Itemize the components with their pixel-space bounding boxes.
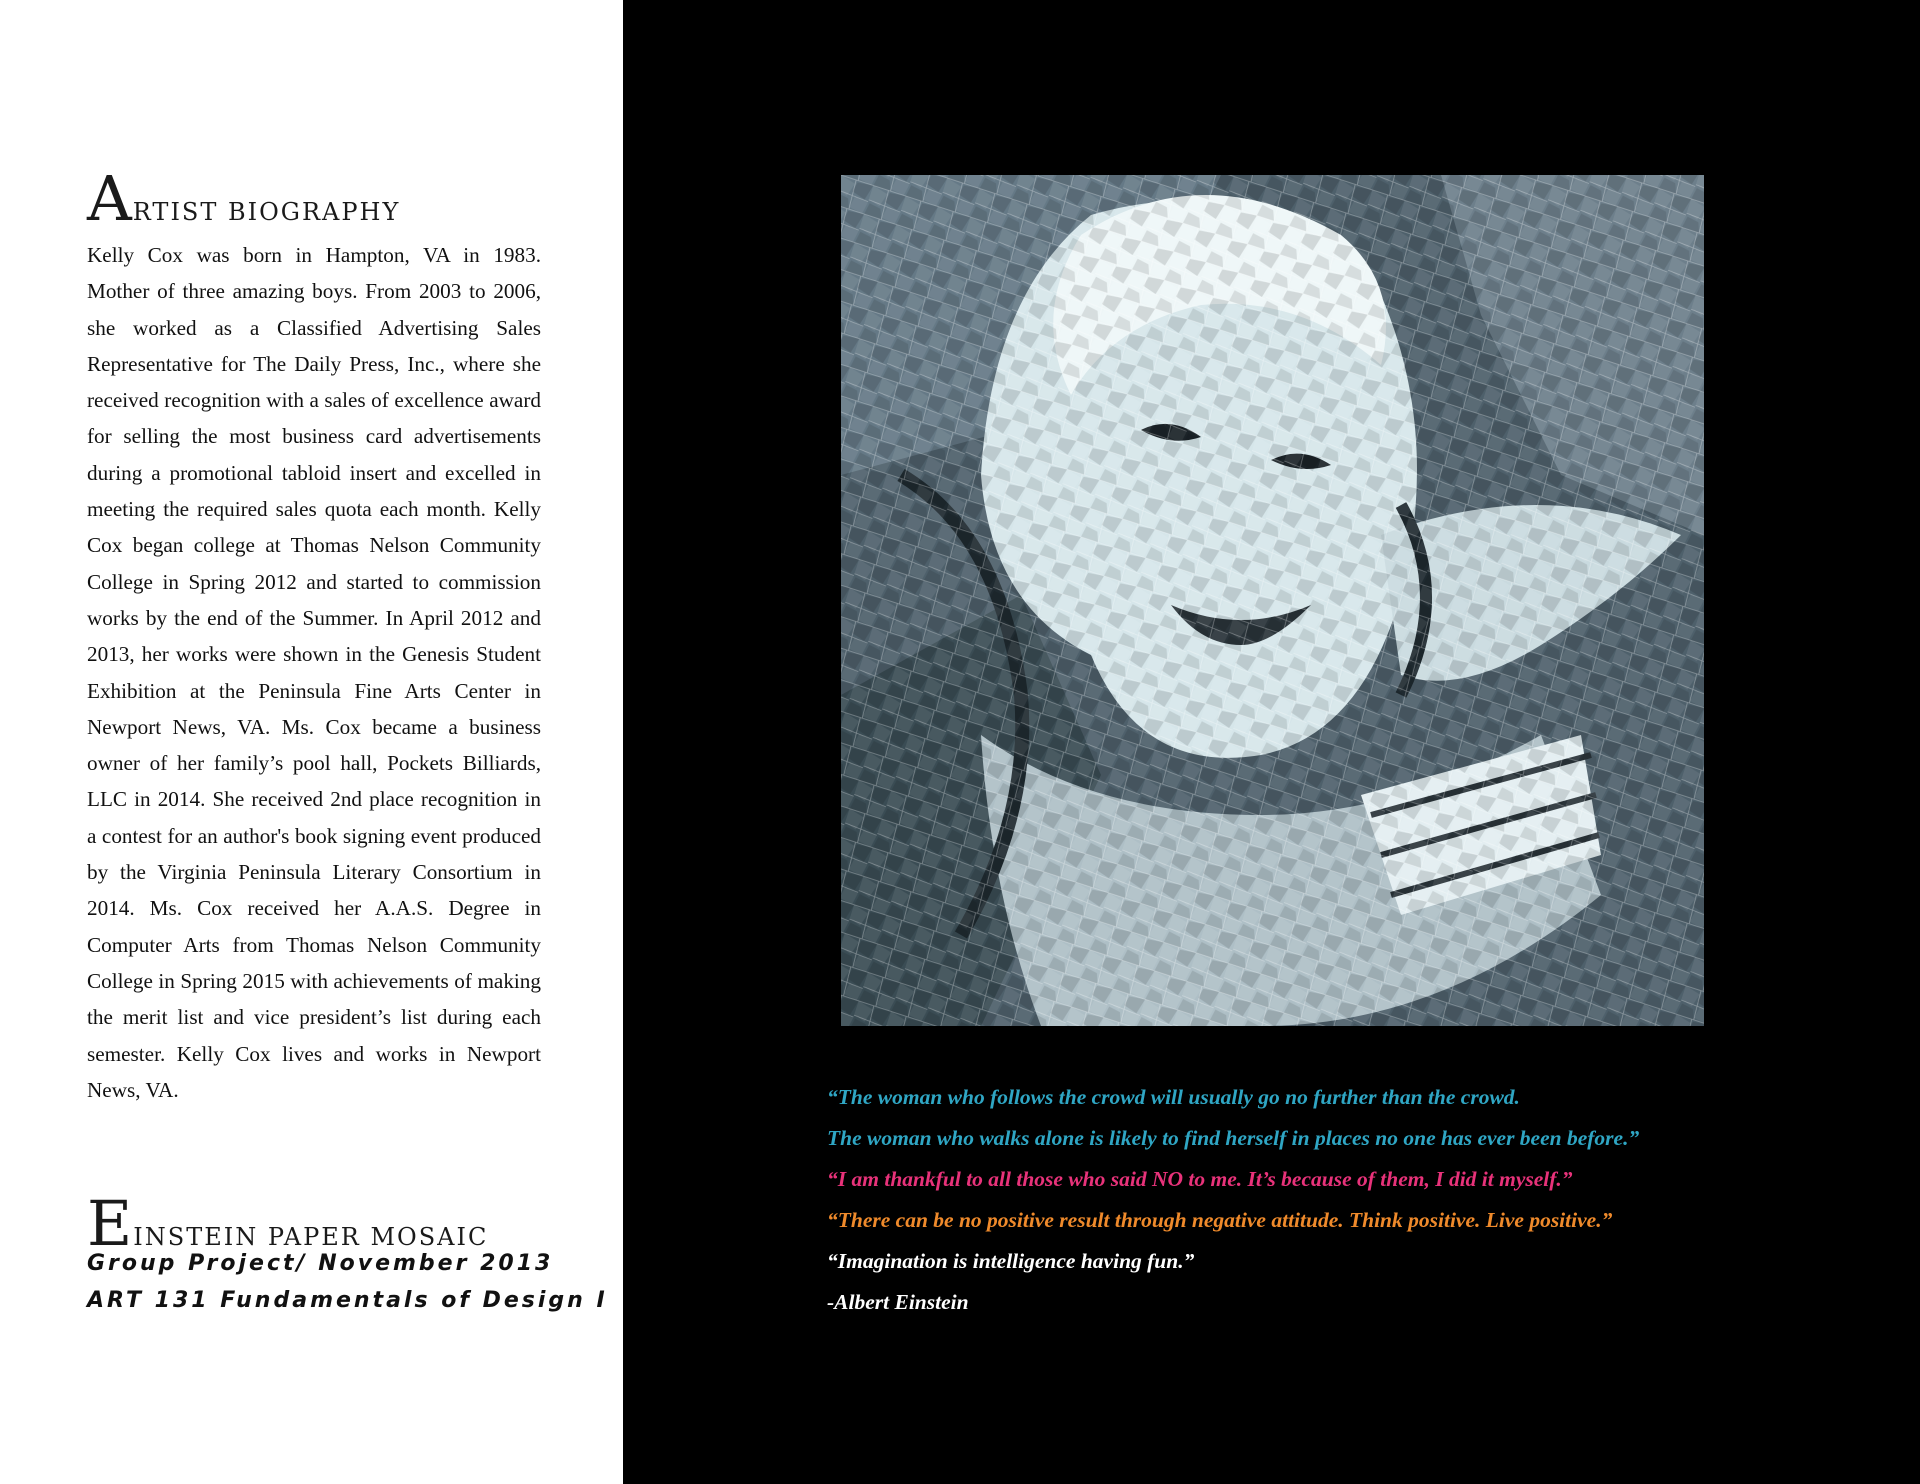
biography-text: Kelly Cox was born in Hampton, VA in 1983. Mother of three amazing boys. From 2003 to 2006, she worked as a Classified Advertising Sales Representative for The Daily Press, Inc., where she received recognition with a sales of excellence award for selling the most business card advertisements during a promotional tabloid insert and excelled in meeting the required sales quota each month. Kelly Cox began college at Thomas Nelson Community College in Spring 2012 and started to commission works by the end of the Summer. In April 2012 and 2013, her works were shown in the Genesis Student Exhibition at the Peninsula Fine Arts Center in Newport News, VA. Ms. Cox became a business owner of her family’s pool hall, Pockets Billiards, LLC in 2014. She received 2nd place recognition in a contest for an author's book signing event produced by the Virginia Peninsula Literary Consortium in 2014. Ms. Cox received her A.A.S. Degree in Computer Arts from Thomas Nelson Community College in Spring 2015 with achievements of making the merit list and vice president’s list during each semester. Kelly Cox lives and works in Newport News, VA. xyxy=(87,243,541,1102)
quote-2: The woman who walks alone is likely to find herself in places no one has ever been before.” xyxy=(827,1126,1640,1150)
einstein-mosaic-artwork xyxy=(841,175,1704,1026)
project-date: Group Project/ November 2013 xyxy=(87,1251,554,1276)
project-title-rest: INSTEIN PAPER MOSAIC xyxy=(133,1223,489,1251)
heading-rest: RTIST BIOGRAPHY xyxy=(132,198,401,226)
project-title xyxy=(87,1187,489,1260)
project-title-initial: E xyxy=(87,1187,134,1260)
artist-biography-heading xyxy=(87,162,401,235)
quote-1: “The woman who follows the crowd will usually go no further than the crowd. xyxy=(827,1085,1520,1109)
quote-4: “There can be no positive result through negative attitude. Think positive. Live positive.” xyxy=(827,1208,1613,1232)
project-course: ART 131 Fundamentals of Design I xyxy=(87,1288,608,1313)
quote-attribution: -Albert Einstein xyxy=(827,1290,969,1314)
quote-5: “Imagination is intelligence having fun.” xyxy=(827,1249,1195,1273)
left-panel xyxy=(0,0,623,1484)
quote-3: “I am thankful to all those who said NO to me. It’s because of them, I did it myself.” xyxy=(827,1167,1573,1191)
heading-initial: A xyxy=(87,162,133,235)
